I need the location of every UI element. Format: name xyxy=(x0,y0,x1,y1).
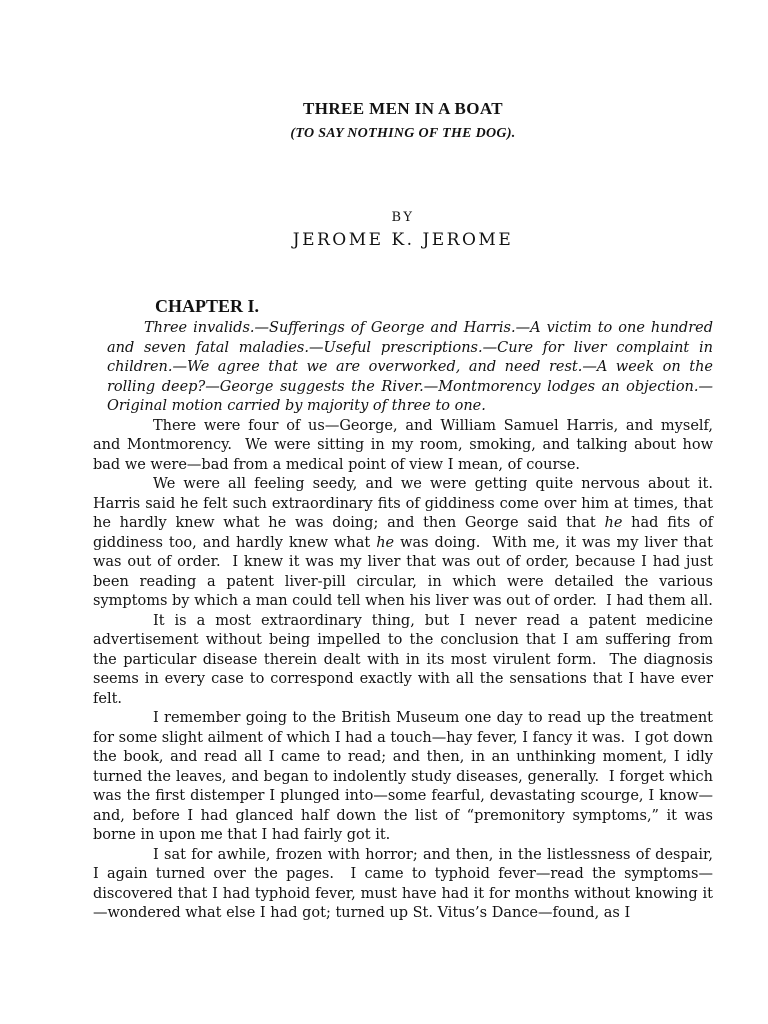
author-name: JEROME K. JEROME xyxy=(292,230,514,250)
book-title: THREE MEN IN A BOAT xyxy=(303,99,503,118)
emphasized-word: he xyxy=(604,515,623,531)
emphasized-word: he xyxy=(376,534,395,551)
text-block xyxy=(93,99,723,924)
body-paragraphs xyxy=(93,417,723,924)
chapter-synopsis: Three invalids.—Sufferings of George and Harris.—A victim to one hundred and seven fatal maladies.—Useful prescriptions.—Cure for liver complaint in children.—We agree that we are overworked, and need rest.—A week on the rolling deep?—George suggests the River.—Montmorency lodges an objection.—Original motion carried by majority of three to one. xyxy=(107,320,713,414)
paragraph: We were all feeling seedy, and we were getting quite nervous about it. Harris said he felt such extraordinary fits of giddiness come over him at times, that he hardly knew what he was doing; and then George said that he had fits of giddiness too, and hardly knew what he was doing. With me, it was my liver that was out of order. I knew it was my liver that was out of order, because I had just been reading a patent liver-pill circular, in which were detailed the various symptoms by which a man could tell when his liver was out of order. I had them all. xyxy=(93,476,723,609)
paragraph: I sat for awhile, frozen with horror; and then, in the listlessness of despair, I again turned over the pages. I came to typhoid fever—read the symptoms—discovered that I had typhoid fever, must have had it for months without knowing it—wondered what else I had got; turned up St. Vitus’s Dance—found, as I xyxy=(93,846,718,921)
paragraph: I remember going to the British Museum one day to read up the treatment for some slight ailment of which I had a touch—hay fever, I fancy it was. I got down the book, and read all I came to read; and then, in an unthinking moment, I idly turned the leaves, and began to indolently study diseases, generally. I forget which was the first distemper I plunged into—some fearful, devastating scourge, I know—and, before I had glanced half down the list of “premonitory symptoms,” it was borne in upon me that I had fairly got it. xyxy=(93,710,718,843)
byline-prefix: BY xyxy=(391,210,415,225)
book-subtitle: (TO SAY NOTHING OF THE DOG). xyxy=(290,126,516,141)
chapter-heading: CHAPTER I. xyxy=(155,296,260,316)
paragraph: It is a most extraordinary thing, but I never read a patent medicine advertisement without being impelled to the conclusion that I am suffering from the particular disease therein dealt with in its most virulent form. The diagnosis seems in every case to correspond exactly with all the sensations that I have ever felt. xyxy=(93,612,718,707)
paragraph: There were four of us—George, and William Samuel Harris, and myself, and Montmorency. We were sitting in my room, smoking, and talking about how bad we were—bad from a medical point of view I mean, of course. xyxy=(93,417,718,473)
